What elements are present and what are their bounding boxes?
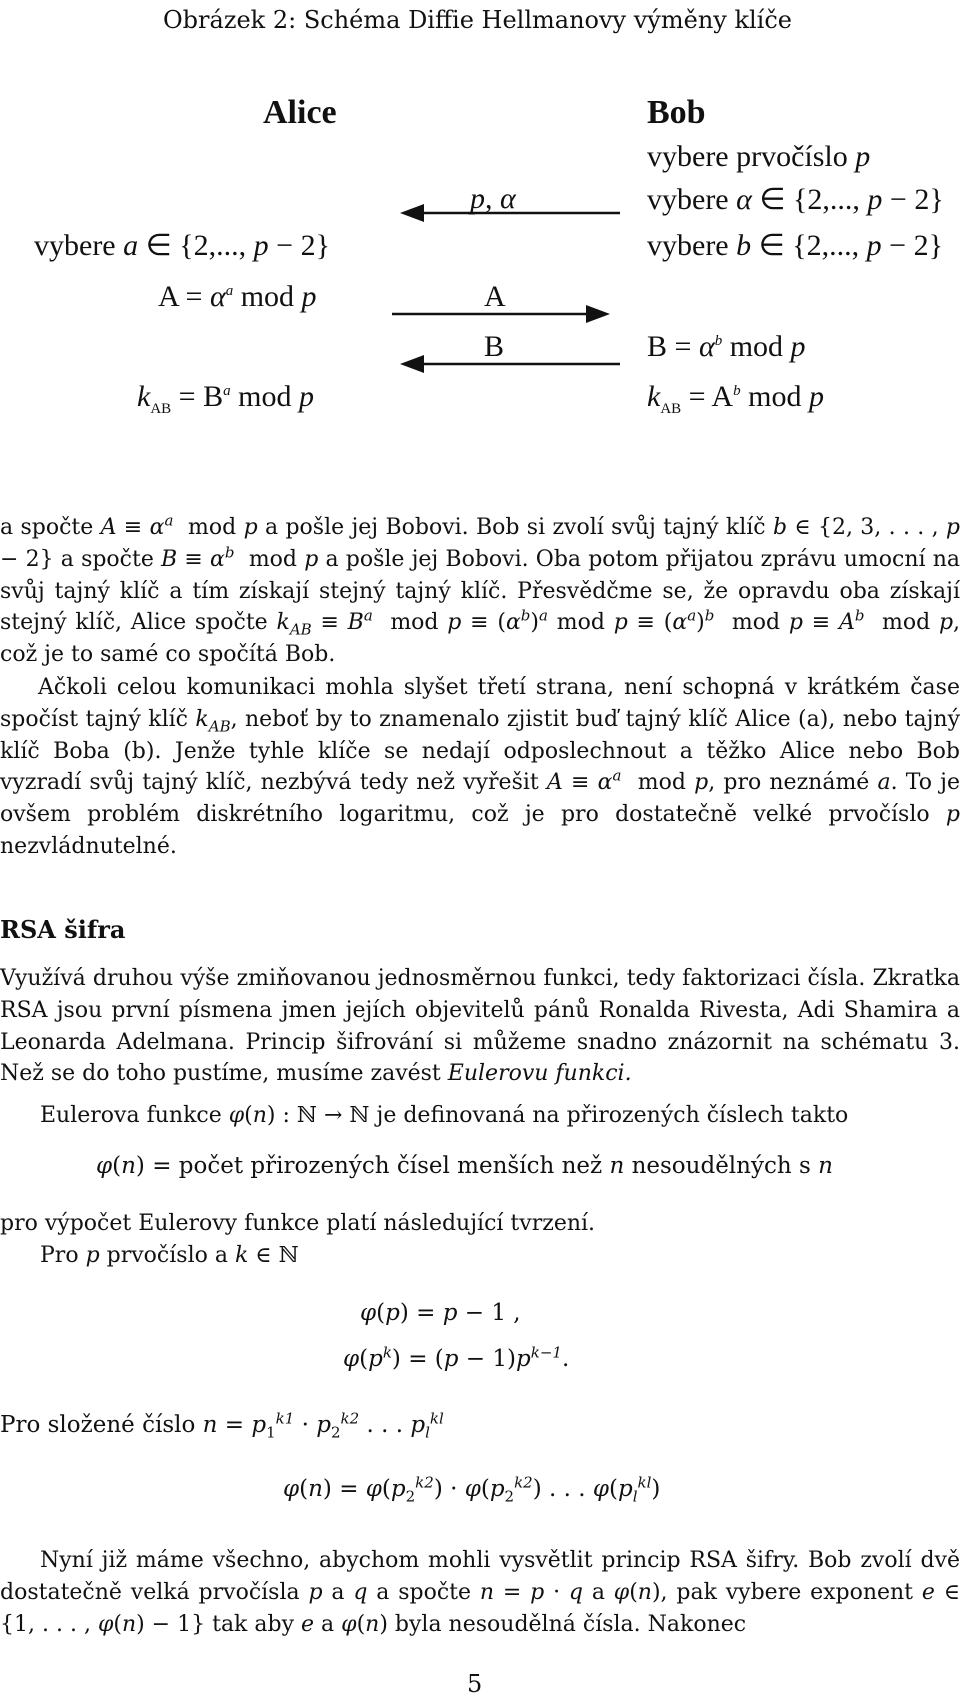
- paragraph-2: Ačkoli celou komunikaci mohla slyšet třetí strana, není schopná v krátkém čase spočíst tajný klíč $k_{AB}$, neboť by to znamenalo zjistit buď tajný klíč Alice (a), nebo tajný klíč Boba (b). Jenže tyhle klíče se nedají odposlechnout a těžko Alice nebo Bob vyzradí svůj tajný klíč, nezbývá tedy než vyřešit $A \equiv \alpha^a$ mod p, pro neznámé a. To je ovšem problém diskrétního logaritmu, což je pro dostatečně velké prvočíslo p nezvládnutelné.: [0, 675, 960, 859]
- message-p-alpha: p, α: [470, 182, 516, 215]
- equation-phi-composite: $\varphi(n) = \varphi(p_2^{k2}) \cdot \varphi(p_2^{k2})$ . . . $\varphi(p_l^{kl})$: [283, 1473, 661, 1506]
- paragraph-4: Eulerova funkce φ(n) : ℕ → ℕ je definovaná na přirozených číslech takto: [40, 1103, 849, 1128]
- paragraph-1: a spočte $A \equiv \alpha^a$ mod p a pošle jej Bobovi. Bob si zvolí svůj tajný klíč b ∈ {2, 3, . . . , p − 2} a spočte $B \equiv \alpha^b$ mod p a pošle jej Bobovi. Oba potom přijatou zprávu umocní na svůj tajný klíč a tím získají stejný tajný klíč. Přesvědčme se, že opravdu oba získají stejný klíč, Alice spočte $k_{AB} \equiv B^a$ mod $p \equiv (\alpha^b)^a$ mod $p \equiv (\alpha^a)^b$ mod $p \equiv A^b$ mod p, což je to samé co spočítá Bob.: [0, 511, 960, 668]
- arrow-bob-to-alice-2: [400, 355, 620, 373]
- equation-phi-prime-power: $\varphi(p^k) = (p - 1)p^{k-1}$.: [343, 1343, 570, 1372]
- alice-compute: $A = \alpha^a$ mod p: [158, 280, 317, 313]
- bob-key: $k_{AB} = A^b$ mod p: [647, 380, 824, 417]
- bob-step-b: vybere b ∈ {2,..., p − 2}: [647, 229, 943, 262]
- paragraph-6: Pro p prvočíslo a k ∈ ℕ: [40, 1243, 299, 1268]
- alice-key: $k_{AB} = B^a$ mod p: [137, 380, 314, 417]
- paragraph-3: Využívá druhou výše zmiňovanou jednosměrnou funkci, tedy faktorizaci čísla. Zkratka RSA jsou první písmena jmen jejích objevitelů pánů Ronalda Rivesta, Adi Shamira a Leonarda Adelmana. Princip šifrování si můžeme snadno znázornit na schématu 3. Než se do toho pustíme, musíme zavést Eulerovu funkci.: [0, 966, 960, 1087]
- paragraph-8: Nyní již máme všechno, abychom mohli vysvětlit princip RSA šifry. Bob zvolí dvě dostatečně velká prvočísla p a q a spočte n = p · q a φ(n), pak vybere exponent e ∈ {1, . . . , φ(n) − 1} tak aby e a φ(n) byla nesoudělná čísla. Nakonec: [0, 1548, 960, 1637]
- alice-step-a: vybere a ∈ {2,..., p − 2}: [34, 229, 330, 262]
- equation-phi-prime: φ(p) = p − 1 ,: [360, 1300, 521, 1326]
- paragraph-7: Pro složené číslo $n = p_1^{k1} \cdot p_2^{k2}$ . . . $p_l^{kl}$: [0, 1409, 444, 1442]
- arrow-bob-to-alice-1: [400, 204, 620, 222]
- page-number: 5: [467, 1670, 483, 1698]
- bob-step-prime: vybere prvočíslo p: [647, 140, 871, 173]
- bob-step-alpha: vybere α ∈ {2,..., p − 2}: [647, 183, 944, 216]
- bob-label: Bob: [647, 94, 706, 131]
- arrow-alice-to-bob: [392, 305, 610, 323]
- alice-label: Alice: [263, 94, 337, 131]
- section-heading: RSA šifra: [0, 915, 126, 944]
- equation-phi-definition: φ(n) = počet přirozených čísel menších než n nesoudělných s n: [96, 1153, 833, 1179]
- message-a: A: [484, 280, 506, 313]
- figure-caption: Obrázek 2: Schéma Diffie Hellmanovy výměny klíče: [163, 6, 793, 34]
- bob-compute: $B = \alpha^b$ mod p: [647, 330, 806, 363]
- paragraph-5: pro výpočet Eulerovy funkce platí následující tvrzení.: [0, 1211, 596, 1236]
- message-b: B: [484, 330, 505, 363]
